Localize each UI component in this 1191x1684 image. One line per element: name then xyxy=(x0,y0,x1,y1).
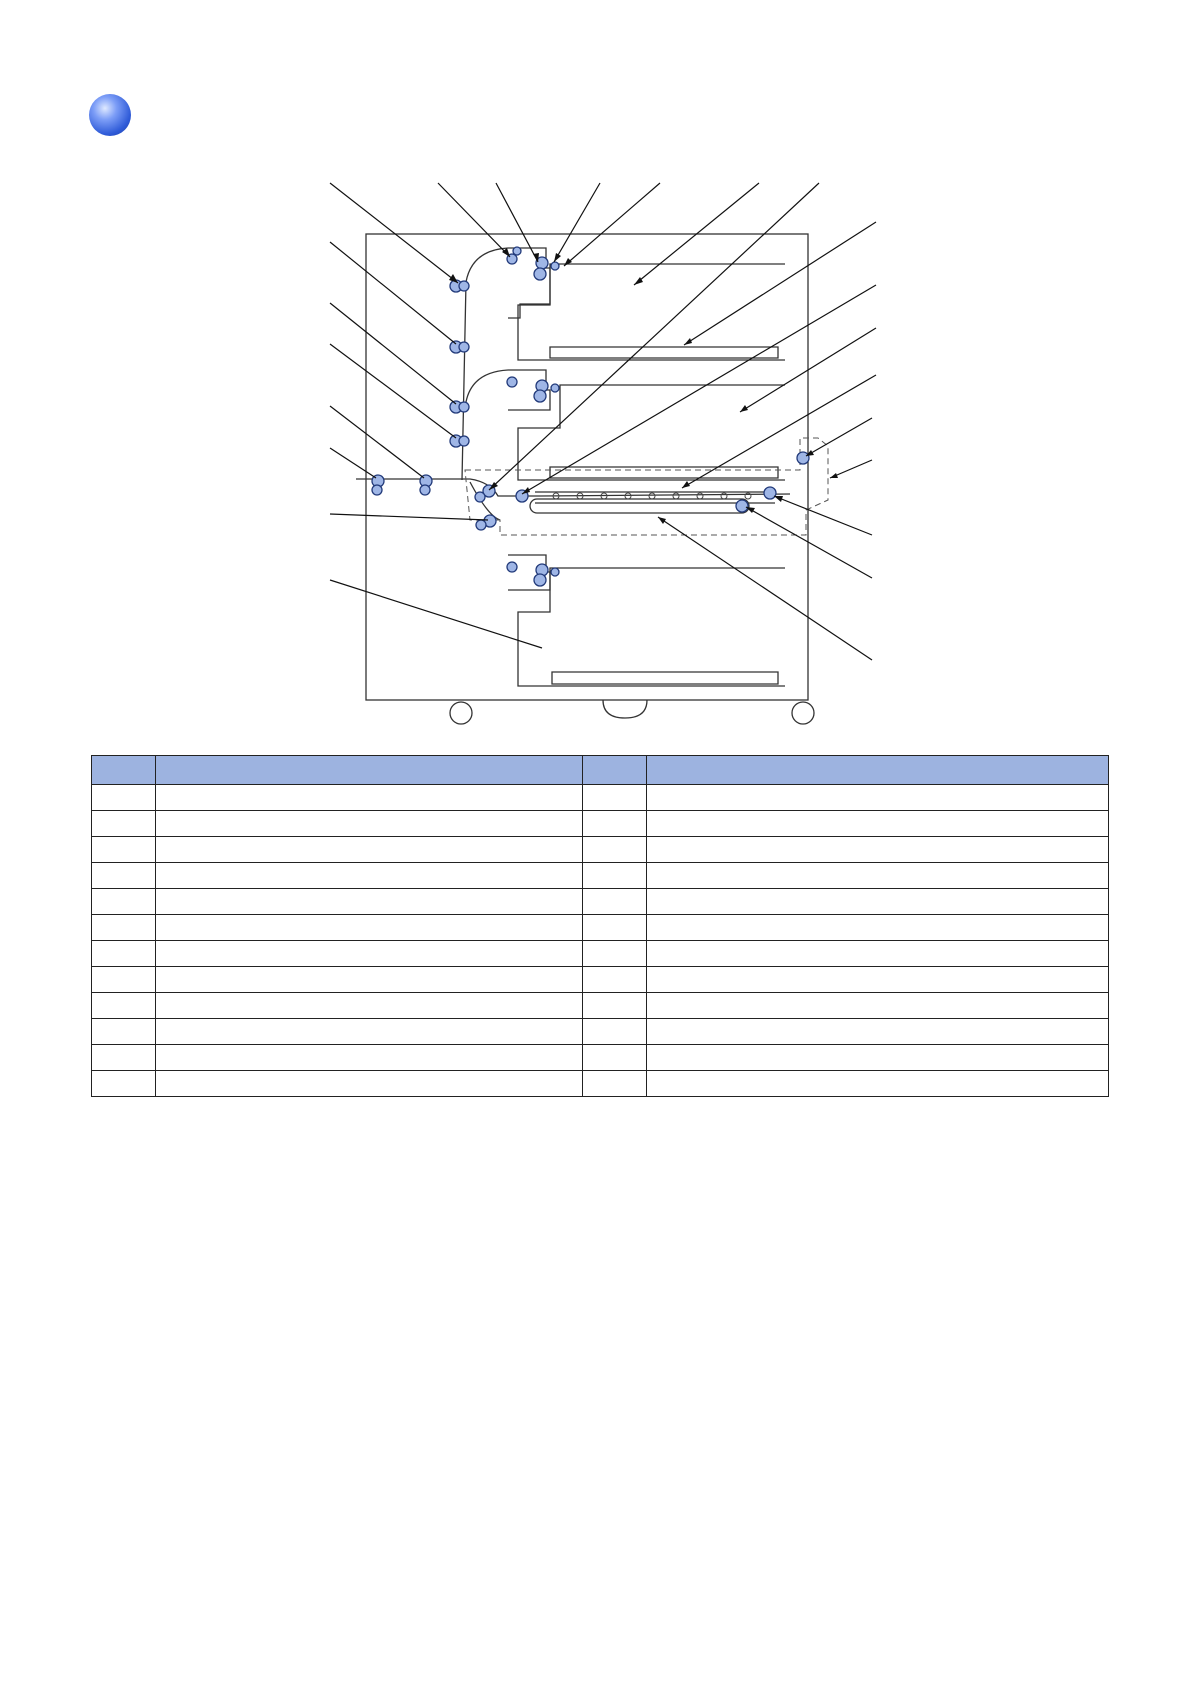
table-row xyxy=(92,837,1109,863)
table-row xyxy=(92,915,1109,941)
roller-pickup-low xyxy=(507,562,517,572)
drawer-lower xyxy=(518,568,785,686)
drawer-upper xyxy=(518,264,785,360)
drawer-lower-plate xyxy=(552,672,778,684)
table-cell xyxy=(156,837,583,863)
leader-line-16 xyxy=(658,517,872,660)
leader-line-22 xyxy=(330,514,488,520)
table-row xyxy=(92,1019,1109,1045)
table-cell xyxy=(583,1045,647,1071)
table-cell xyxy=(647,993,1109,1019)
table-cell xyxy=(583,889,647,915)
table-cell xyxy=(647,967,1109,993)
parts-table xyxy=(91,755,1109,1097)
table-cell xyxy=(156,1019,583,1045)
table-cell xyxy=(92,863,156,889)
table-cell xyxy=(647,1071,1109,1097)
table-cell xyxy=(92,785,156,811)
table-cell xyxy=(92,811,156,837)
leader-line-21 xyxy=(330,448,376,478)
header-no xyxy=(92,756,156,785)
drawer-middle-plate xyxy=(550,467,778,478)
table-row xyxy=(92,967,1109,993)
roller-pickup-mid xyxy=(507,377,517,387)
table-row xyxy=(92,993,1109,1019)
table-cell xyxy=(92,1045,156,1071)
table-cell xyxy=(647,915,1109,941)
dashed-module-outline xyxy=(465,438,828,535)
caster-left xyxy=(450,702,472,724)
table-cell xyxy=(583,1019,647,1045)
table-cell xyxy=(156,811,583,837)
leader-line-12 xyxy=(806,418,872,456)
leader-line-14 xyxy=(774,496,872,535)
table-cell xyxy=(647,863,1109,889)
table-cell xyxy=(583,837,647,863)
table-cell xyxy=(647,941,1109,967)
roller-belt-drive xyxy=(736,500,748,512)
drawer-upper-plate xyxy=(550,347,778,358)
table-cell xyxy=(647,1019,1109,1045)
leader-line-7 xyxy=(489,183,819,490)
drawer-middle xyxy=(518,385,785,480)
table-cell xyxy=(92,993,156,1019)
table-cell xyxy=(92,1071,156,1097)
table-cell xyxy=(156,785,583,811)
table-cell xyxy=(156,889,583,915)
table-row xyxy=(92,811,1109,837)
table-row xyxy=(92,889,1109,915)
table-cell xyxy=(156,941,583,967)
feed-path-vertical xyxy=(462,248,508,480)
table-cell xyxy=(583,863,647,889)
table-cell xyxy=(583,1071,647,1097)
table-cell xyxy=(647,889,1109,915)
table-row xyxy=(92,785,1109,811)
leader-line-20 xyxy=(330,406,424,478)
table-row xyxy=(92,941,1109,967)
table-cell xyxy=(583,967,647,993)
roller-separation-top xyxy=(551,262,559,270)
leader-line-2 xyxy=(438,183,510,257)
table-row xyxy=(92,1045,1109,1071)
table-row xyxy=(92,1071,1109,1097)
header-name xyxy=(156,756,583,785)
transport-belt xyxy=(530,499,749,513)
table-cell xyxy=(647,837,1109,863)
table-cell xyxy=(92,941,156,967)
leader-line-18 xyxy=(330,303,456,404)
table-cell xyxy=(647,785,1109,811)
table-cell xyxy=(647,1045,1109,1071)
roller-right-mid xyxy=(764,487,776,499)
table-cell xyxy=(92,915,156,941)
table-cell xyxy=(156,1071,583,1097)
leader-line-1 xyxy=(330,183,458,283)
caster-center xyxy=(603,700,647,718)
table-cell xyxy=(156,993,583,1019)
table-row xyxy=(92,863,1109,889)
leader-line-8 xyxy=(684,222,876,345)
table-cell xyxy=(583,785,647,811)
table-cell xyxy=(92,1019,156,1045)
table-cell xyxy=(92,837,156,863)
table-cell xyxy=(92,889,156,915)
leader-line-4 xyxy=(554,183,600,262)
roller-right-top xyxy=(797,452,809,464)
table-cell xyxy=(583,993,647,1019)
table-cell xyxy=(647,811,1109,837)
table-cell xyxy=(156,1045,583,1071)
table-cell xyxy=(156,915,583,941)
table-cell xyxy=(583,941,647,967)
leader-line-9 xyxy=(522,285,876,494)
table-cell xyxy=(583,915,647,941)
table-header-row xyxy=(92,756,1109,785)
header-no-2 xyxy=(583,756,647,785)
header-name-2 xyxy=(647,756,1109,785)
feed-path-vertical-2 xyxy=(466,370,508,402)
leader-line-17 xyxy=(330,242,456,344)
table-cell xyxy=(156,863,583,889)
leader-line-19 xyxy=(330,344,456,438)
table-cell xyxy=(92,967,156,993)
leader-line-5 xyxy=(564,183,660,266)
caster-right xyxy=(792,702,814,724)
table-cell xyxy=(156,967,583,993)
table-cell xyxy=(583,811,647,837)
